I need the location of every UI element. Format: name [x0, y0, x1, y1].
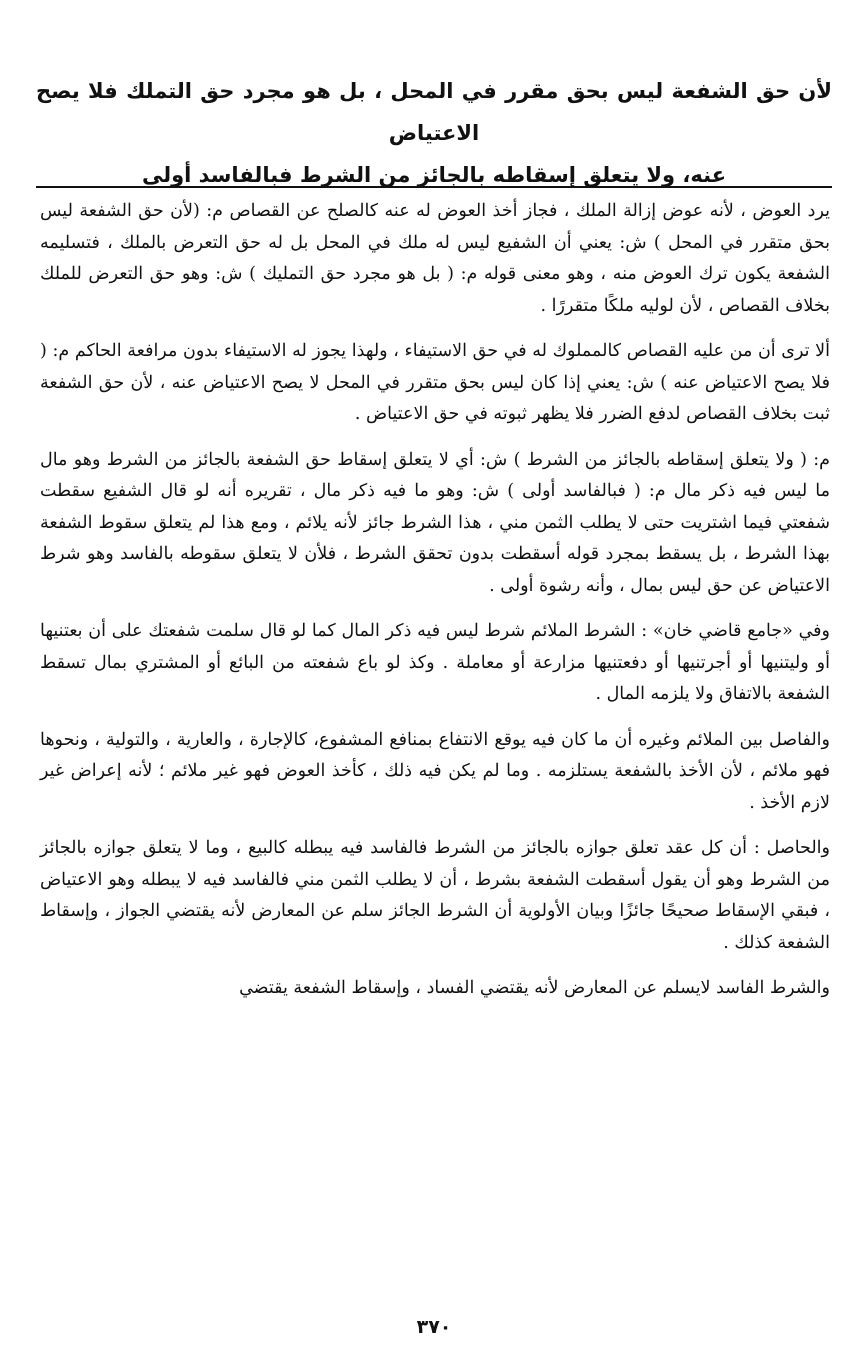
separator-rule: [36, 186, 832, 188]
matn-line: لأن حق الشفعة ليس بحق مقرر في المحل ، بل هو مجرد حق التملك فلا يصح الاعتياض: [36, 79, 832, 145]
commentary-paragraph: يرد العوض ، لأنه عوض إزالة الملك ، فجاز أخذ العوض له عنه كالصلح عن القصاص م: (لأن حق الشفعة ليس بحق متقرر في المحل ) ش: يعني أن الشفيع ليس له ملك في المحل بل له حق التعرض بالملك ، فتسليمه الشفعة يكون ترك العوض منه ، وهو معنى قوله م: ( بل هو مجرد حق التمليك ) ش: وهو حق التعرض للملك بخلاف القصاص ، لأن لوليه ملكًا متقررًا .: [40, 201, 830, 316]
page-number: ٣٧٠: [416, 1316, 452, 1338]
matn-line: عنه، ولا يتعلق إسقاطه بالجائز من الشرط فبالفاسد أولى: [141, 163, 727, 187]
commentary-paragraph: ألا ترى أن من عليه القصاص كالمملوك له في حق الاستيفاء ، ولهذا يجوز له الاستيفاء بدون مرافعة الحاكم م: ( فلا يصح الاعتياض عنه ) ش: يعني إذا كان ليس بحق متقرر في المحل لا يصح الاعتياض عنه ، لأن حق الشفعة ثبت بخلاف القصاص لدفع الضرر فلا يظهر ثبوته في حق الاعتياض .: [40, 341, 830, 424]
commentary-paragraph: والفاصل بين الملائم وغيره أن ما كان فيه يوقع الانتفاع بمنافع المشفوع، كالإجارة ، والعارية ، والتولية ، ونحوها فهو ملائم ، لأن الأخذ بالشفعة يستلزمه . وما لم يكن فيه ذلك ، كأخذ العوض فهو غير ملائم ؛ لأنه إعراض غير لازم الأخذ .: [40, 729, 830, 813]
sharh-commentary: [40, 196, 830, 1005]
matn-text: [36, 70, 832, 196]
commentary-paragraph: والشرط الفاسد لايسلم عن المعارض لأنه يقتضي الفساد ، وإسقاط الشفعة يقتضي: [239, 978, 830, 998]
commentary-paragraph: م: ( ولا يتعلق إسقاطه بالجائز من الشرط ) ش: أي لا يتعلق إسقاط حق الشفعة بالجائز من الشرط وهو مال ما ليس فيه ذكر مال م: ( فبالفاسد أولى ) ش: وهو ما فيه ذكر مال ، تقريره أنه لو قال الشفيع سقطت شفعتي فيما اشتريت حتى لا يطلب الثمن مني ، هذا الشرط جائز لأنه يلائم ، ومع هذا لم يتعلق سقوط الشفعة بهذا الشرط ، بل يسقط بمجرد قوله أسقطت بدون تحقق الشرط ، فلأن لا يتعلق سقوطه بالفاسد وهو شرط الاعتياض عن حق ليس بمال ، وأنه رشوة أولى .: [40, 449, 830, 596]
commentary-paragraph: والحاصل : أن كل عقد تعلق جوازه بالجائز من الشرط فالفاسد فيه يبطله كالبيع ، وما لا يتعلق جوازه بالجائز من الشرط وهو أن يقول أسقطت الشفعة بشرط ، أن لا يطلب الثمن مني فالفاسد فيه لا يبطله وهو الاعتياض ، فبقي الإسقاط صحيحًا جائزًا وبيان الأولوية أن الشرط الجائز سلم عن المعارض لأنه يقتضي الجواز ، وإسقاط الشفعة كذلك .: [40, 838, 830, 953]
commentary-paragraph: وفي «جامع قاضي خان» : الشرط الملائم شرط ليس فيه ذكر المال كما لو قال سلمت شفعتك على أن بعتنيها أو وليتنيها أو أجرتنيها أو دفعتنيها مزارعة أو معاملة . وكذ لو باع شفعته من البائع أو المشتري بمال تسقط الشفعة بالاتفاق ولا يلزمه المال .: [40, 621, 830, 704]
